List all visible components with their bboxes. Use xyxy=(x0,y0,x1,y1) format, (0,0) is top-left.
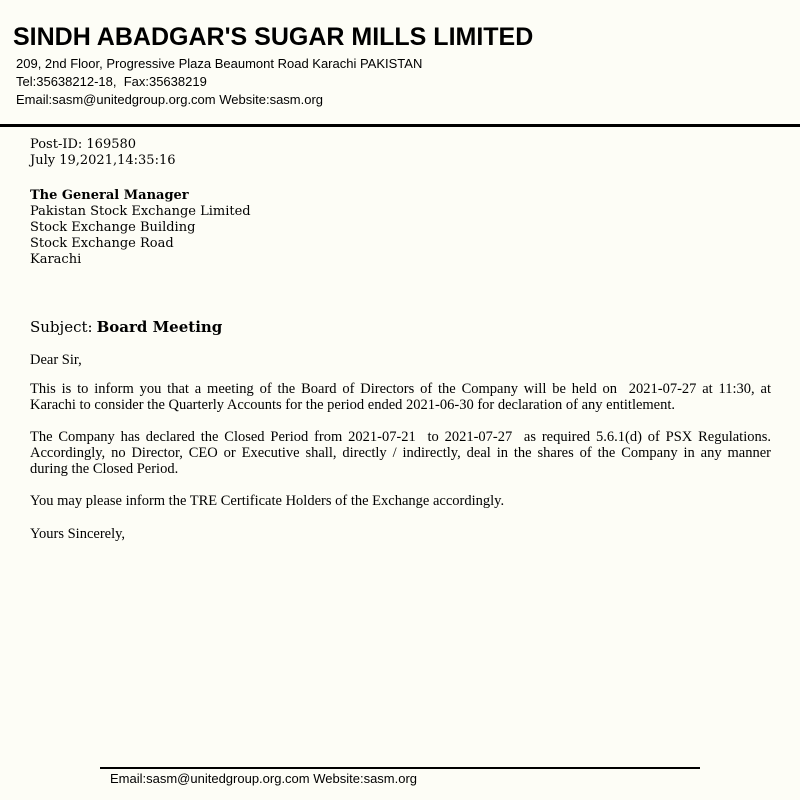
subject-label: Subject: xyxy=(30,318,93,336)
post-meta-block xyxy=(30,137,176,169)
body-paragraph-2-line-2: Accordingly, no Director, CEO or Executive shall, directly / indirectly, deal in the shares of the Company in any manner xyxy=(30,445,771,461)
company-email-line: Email:sasm@unitedgroup.org.com Website:sasm.org xyxy=(16,92,324,107)
recipient-address-line-4: Karachi xyxy=(30,252,82,267)
company-phone-line: Tel:35638212-18, Fax:35638219 xyxy=(16,74,207,89)
company-name: SINDH ABADGAR'S SUGAR MILLS LIMITED xyxy=(13,23,534,51)
footer-contact-line: Email:sasm@unitedgroup.org.com Website:sasm.org xyxy=(110,771,418,786)
post-datetime: July 19,2021,14:35:16 xyxy=(30,153,176,168)
recipient-block xyxy=(30,188,251,268)
salutation: Dear Sir, xyxy=(30,352,82,368)
footer-divider xyxy=(100,767,700,769)
post-id: Post-ID: 169580 xyxy=(30,137,137,152)
subject-value: Board Meeting xyxy=(96,318,223,336)
body-paragraph-2 xyxy=(30,429,771,477)
recipient-address-line-1: Pakistan Stock Exchange Limited xyxy=(30,204,251,219)
letterhead-contact-block xyxy=(16,55,422,109)
closing-line: Yours Sincerely, xyxy=(30,526,126,542)
recipient-address-line-2: Stock Exchange Building xyxy=(30,220,196,235)
body-paragraph-1 xyxy=(30,381,771,413)
body-paragraph-2-line-1: The Company has declared the Closed Period from 2021-07-21 to 2021-07-27 as required 5.6.1(d) of PSX Regulations. xyxy=(30,429,771,445)
body-paragraph-2-line-3: during the Closed Period. xyxy=(30,461,179,477)
recipient-address-line-3: Stock Exchange Road xyxy=(30,236,174,251)
header-divider xyxy=(0,124,800,127)
body-paragraph-1-line-1: This is to inform you that a meeting of the Board of Directors of the Company will be held on 2021-07-27 at 11:30, at xyxy=(30,381,771,397)
body-paragraph-3: You may please inform the TRE Certificate Holders of the Exchange accordingly. xyxy=(30,493,505,509)
company-address-line: 209, 2nd Floor, Progressive Plaza Beaumont Road Karachi PAKISTAN xyxy=(16,56,423,71)
subject-line xyxy=(30,318,222,336)
body-paragraph-1-line-2: Karachi to consider the Quarterly Accounts for the period ended 2021-06-30 for declaration of any entitlement. xyxy=(30,397,676,413)
recipient-title: The General Manager xyxy=(30,188,189,203)
